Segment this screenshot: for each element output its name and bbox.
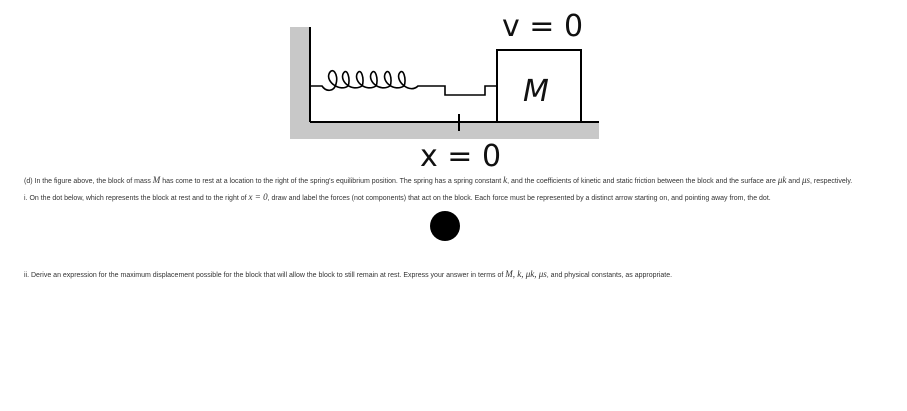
answer-variables: M, k, μk, μs bbox=[505, 269, 547, 279]
mass-label: M bbox=[523, 74, 549, 109]
spring bbox=[310, 71, 498, 95]
part-d-after-k: , and the coefficients of kinetic and static friction between the block and the surface are bbox=[507, 178, 778, 185]
block-dot[interactable] bbox=[430, 211, 460, 241]
part-d-intro: (d) In the figure above, the block of mass bbox=[24, 178, 153, 185]
velocity-label: v = 0 bbox=[502, 9, 584, 44]
part-ii-text bbox=[24, 270, 672, 280]
spring-block-figure bbox=[0, 0, 907, 175]
k-symbol: k bbox=[503, 175, 508, 185]
part-ii-end: , and physical constants, as appropriate. bbox=[546, 272, 673, 279]
mu-s-symbol: μs bbox=[801, 175, 810, 185]
part-ii-intro: ii. Derive an expression for the maximum displacement possible for the block that will allow the block to still remain at rest. Express your answer in terms of bbox=[24, 272, 506, 279]
part-i-end: , draw and label the forces (not components) that act on the block. Each force must be represented by a distinct arrow starting on, and pointing away from, the dot. bbox=[267, 195, 771, 202]
position-label: x = 0 bbox=[420, 139, 502, 174]
part-d-and: and bbox=[786, 178, 802, 185]
part-i-text bbox=[24, 193, 771, 203]
part-i-intro: i. On the dot below, which represents the block at rest and to the right of bbox=[24, 195, 249, 202]
mu-k-symbol: μk bbox=[777, 175, 787, 185]
x-equals-zero: x = 0 bbox=[248, 192, 268, 202]
part-d-text bbox=[24, 176, 852, 186]
part-d-end: , respectively. bbox=[809, 178, 853, 185]
floor bbox=[290, 122, 599, 139]
part-d-after-mass: has come to rest at a location to the right of the spring's equilibrium position. The spring has a spring constant bbox=[160, 178, 504, 185]
mass-symbol: M bbox=[152, 175, 161, 185]
